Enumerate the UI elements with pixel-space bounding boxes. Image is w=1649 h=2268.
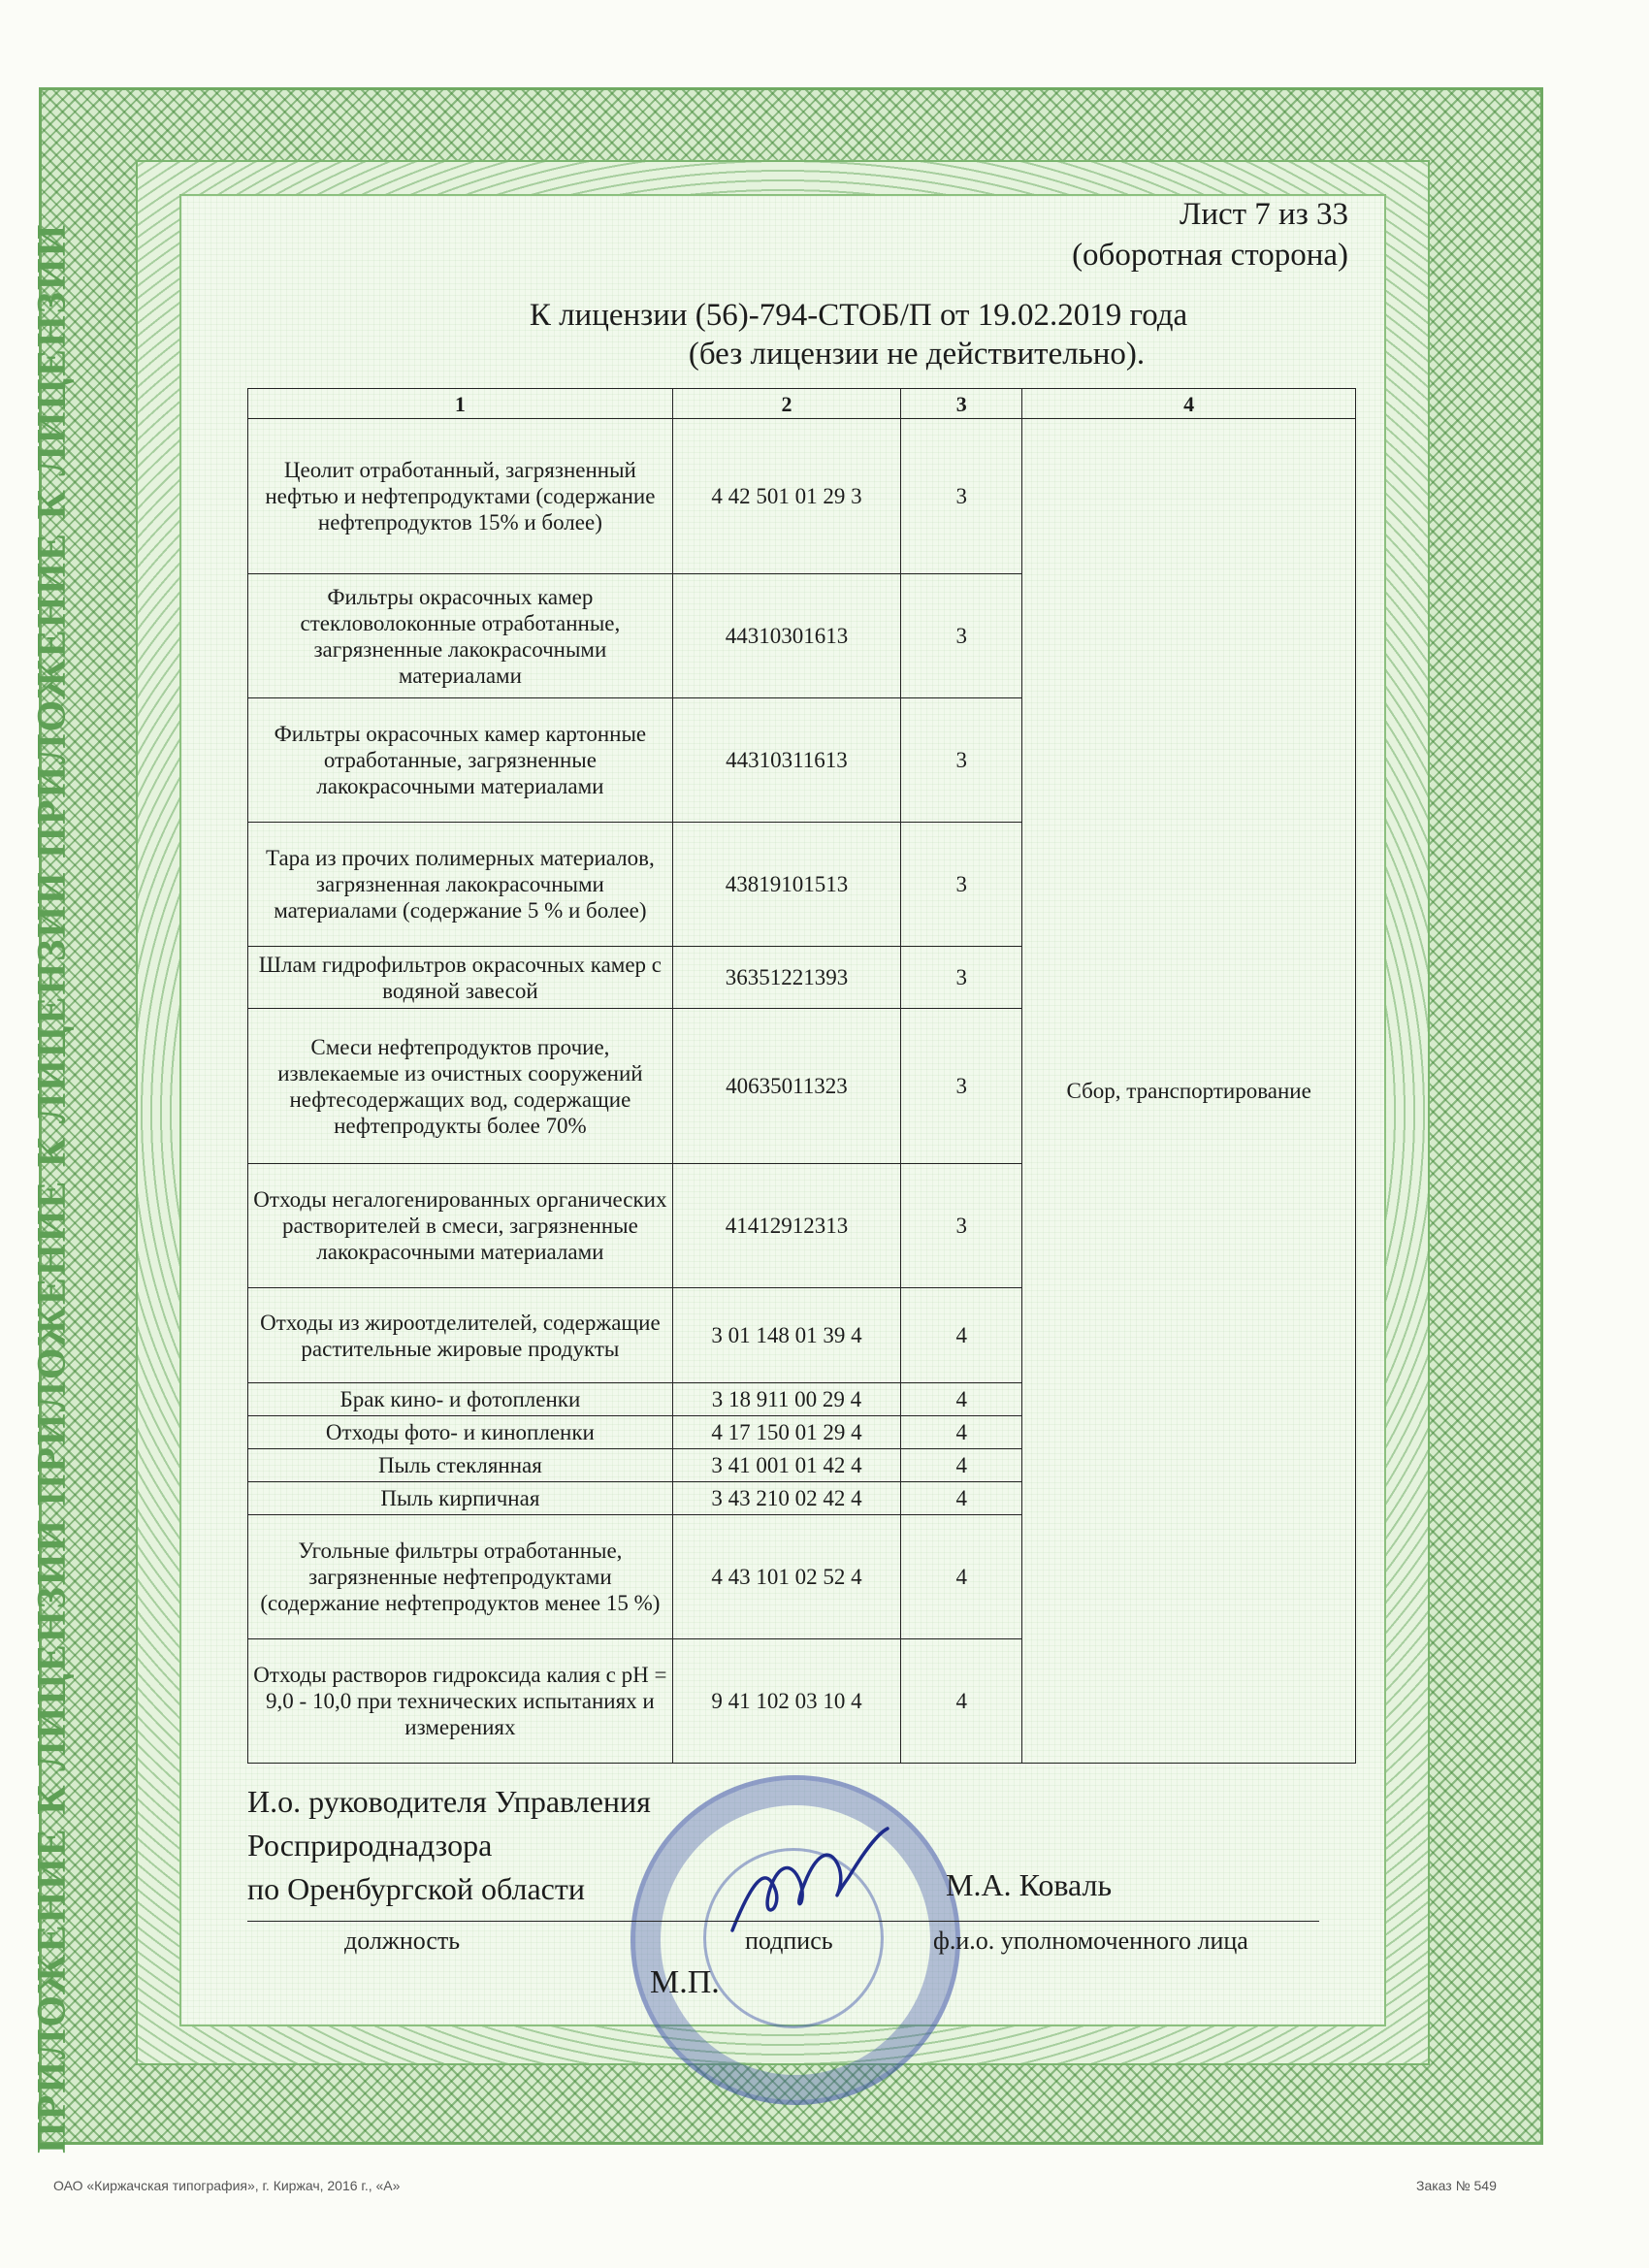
- position-line-3: по Оренбургской области: [247, 1871, 585, 1906]
- stamp-place-label: М.П.: [650, 1964, 720, 2000]
- waste-code: 36351221393: [672, 947, 900, 1009]
- activity-type: Сбор, транспортирование: [1022, 419, 1356, 1764]
- hazard-class: 4: [901, 1515, 1022, 1639]
- waste-code: 41412912313: [672, 1164, 900, 1288]
- hazard-class: 4: [901, 1482, 1022, 1515]
- caption-position: должность: [344, 1927, 461, 1955]
- header-col-3: 3: [901, 389, 1022, 419]
- waste-code: 4 42 501 01 29 3: [672, 419, 900, 574]
- position-line-1: И.о. руководителя Управления: [247, 1784, 651, 1819]
- waste-code: 3 43 210 02 42 4: [672, 1482, 900, 1515]
- hazard-class: 4: [901, 1383, 1022, 1416]
- waste-name: Тара из прочих полимерных материалов, загрязненная лакокрасочными материалами (содержание 5 % и более): [248, 823, 673, 947]
- waste-code: 3 01 148 01 39 4: [672, 1288, 900, 1383]
- position-line-2: Росприроднадзора: [247, 1828, 493, 1863]
- signatory-position: [247, 1780, 651, 1911]
- waste-name: Отходы из жироотделителей, содержащие растительные жировые продукты: [248, 1288, 673, 1383]
- printer-imprint: ОАО «Киржачская типография», г. Киржач, 2016 г., «А»: [53, 2178, 401, 2193]
- hazard-class: 4: [901, 1288, 1022, 1383]
- waste-code: 4 43 101 02 52 4: [672, 1515, 900, 1639]
- waste-code: 43819101513: [672, 823, 900, 947]
- waste-name: Смеси нефтепродуктов прочие, извлекаемые из очистных сооружений нефтесодержащих вод, содержащие нефтепродукты более 70%: [248, 1009, 673, 1164]
- signer-name: М.А. Коваль: [946, 1867, 1113, 1902]
- hazard-class: 3: [901, 1009, 1022, 1164]
- waste-name: Пыль стеклянная: [248, 1449, 673, 1482]
- waste-table: [247, 388, 1356, 1764]
- hazard-class: 3: [901, 419, 1022, 574]
- caption-signature: подпись: [745, 1927, 833, 1955]
- title-line-2: (без лицензии не действительно).: [688, 337, 1146, 372]
- header-col-2: 2: [672, 389, 900, 419]
- waste-name: Фильтры окрасочных камер картонные отработанные, загрязненные лакокрасочными материалами: [248, 698, 673, 823]
- table-header-row: [248, 389, 1356, 419]
- waste-name: Отходы растворов гидроксида калия с pH = 9,0 - 10,0 при технических испытаниях и измерениях: [248, 1639, 673, 1764]
- waste-name: Цеолит отработанный, загрязненный нефтью и нефтепродуктами (содержание нефтепродуктов 15% и более): [248, 419, 673, 574]
- order-number: Заказ № 549: [1416, 2178, 1497, 2193]
- side-vertical-text: ПРИЛОЖЕНИЕ К ЛИЦЕНЗИИ ПРИЛОЖЕНИЕ К ЛИЦЕНЗИИ ПРИЛОЖЕНИЕ К ЛИЦЕНЗИИ: [30, 222, 75, 2154]
- hazard-class: 4: [901, 1639, 1022, 1764]
- title-line-1: К лицензии (56)-794-СТОБ/П от 19.02.2019 года: [529, 298, 1188, 333]
- signature-line: [247, 1921, 1319, 1922]
- header-col-1: 1: [248, 389, 673, 419]
- waste-code: 44310301613: [672, 574, 900, 698]
- hazard-class: 3: [901, 1164, 1022, 1288]
- document-title: [456, 296, 1261, 373]
- waste-name: Отходы фото- и кинопленки: [248, 1416, 673, 1449]
- hazard-class: 3: [901, 574, 1022, 698]
- sheet-number-text: Лист 7 из 33: [1179, 197, 1348, 232]
- sheet-number: [1072, 194, 1348, 275]
- waste-name: Угольные фильтры отработанные, загрязненные нефтепродуктами (содержание нефтепродуктов менее 15 %): [248, 1515, 673, 1639]
- header-col-4: 4: [1022, 389, 1356, 419]
- signature-stroke: [732, 1829, 888, 1930]
- waste-name: Шлам гидрофильтров окрасочных камер с водяной завесой: [248, 947, 673, 1009]
- waste-name: Пыль кирпичная: [248, 1482, 673, 1515]
- hazard-class: 3: [901, 698, 1022, 823]
- waste-code: 44310311613: [672, 698, 900, 823]
- caption-full-name: ф.и.о. уполномоченного лица: [933, 1927, 1248, 1955]
- waste-code: 3 18 911 00 29 4: [672, 1383, 900, 1416]
- waste-code: 9 41 102 03 10 4: [672, 1639, 900, 1764]
- hazard-class: 4: [901, 1416, 1022, 1449]
- waste-code: 40635011323: [672, 1009, 900, 1164]
- waste-name: Брак кино- и фотопленки: [248, 1383, 673, 1416]
- waste-name: Отходы негалогенированных органических растворителей в смеси, загрязненные лакокрасочными материалами: [248, 1164, 673, 1288]
- hazard-class: 3: [901, 947, 1022, 1009]
- waste-code: 4 17 150 01 29 4: [672, 1416, 900, 1449]
- hazard-class: 3: [901, 823, 1022, 947]
- sheet-side-text: (оборотная сторона): [1072, 238, 1348, 273]
- waste-name: Фильтры окрасочных камер стекловолоконные отработанные, загрязненные лакокрасочными материалами: [248, 574, 673, 698]
- table-row: [248, 419, 1356, 574]
- waste-code: 3 41 001 01 42 4: [672, 1449, 900, 1482]
- hazard-class: 4: [901, 1449, 1022, 1482]
